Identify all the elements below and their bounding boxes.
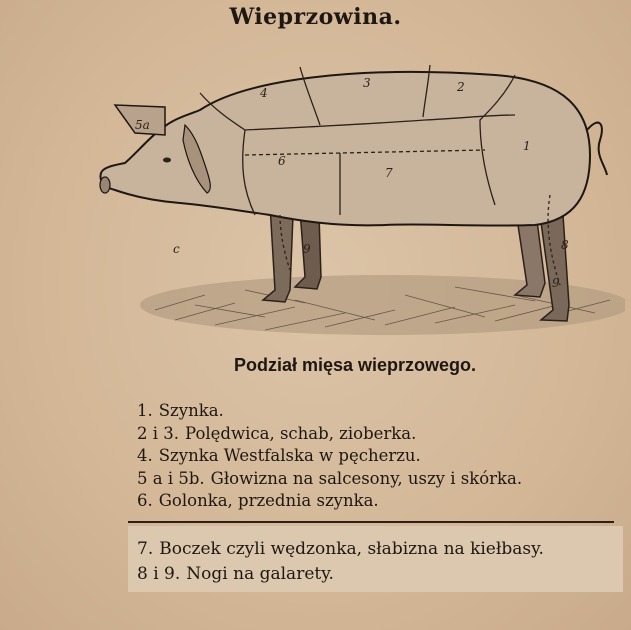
- cut-label-9-front: 9: [303, 242, 311, 256]
- cut-label-9-rear: 9: [552, 276, 560, 290]
- cut-label-8: 8: [561, 238, 569, 252]
- legend-item: 7. Boczek czyli wędzonka, słabizna na kiełbasy.: [137, 539, 544, 559]
- divider: [128, 521, 614, 523]
- legend-item: 8 i 9. Nogi na galarety.: [137, 564, 334, 584]
- cut-label-6: 6: [278, 154, 286, 168]
- legend-list: [137, 400, 617, 513]
- cut-label-2: 2: [457, 80, 465, 94]
- legend-heading: Podział mięsa wieprzowego.: [233, 355, 477, 375]
- legend-item: 5 a i 5b. Głowizna na salcesony, uszy i skórka.: [137, 468, 523, 488]
- pig-cuts-illustration: [95, 55, 625, 345]
- legend-inset-list: [137, 537, 544, 587]
- cut-label-5a: 5a: [135, 118, 150, 132]
- legend-item: 4. Szynka Westfalska w pęcherzu.: [137, 446, 421, 465]
- cut-label-3: 3: [363, 76, 371, 90]
- cut-label-1: 1: [523, 139, 531, 153]
- cut-label-c: c: [173, 242, 180, 256]
- legend-item: 1. Szynka.: [137, 401, 224, 420]
- legend-item: 6. Golonka, przednia szynka.: [137, 491, 379, 510]
- cut-label-7: 7: [385, 166, 393, 180]
- cut-label-4: 4: [260, 86, 268, 100]
- page-title: Wieprzowina.: [229, 4, 402, 30]
- legend-item: 2 i 3. Polędwica, schab, zioberka.: [137, 423, 417, 443]
